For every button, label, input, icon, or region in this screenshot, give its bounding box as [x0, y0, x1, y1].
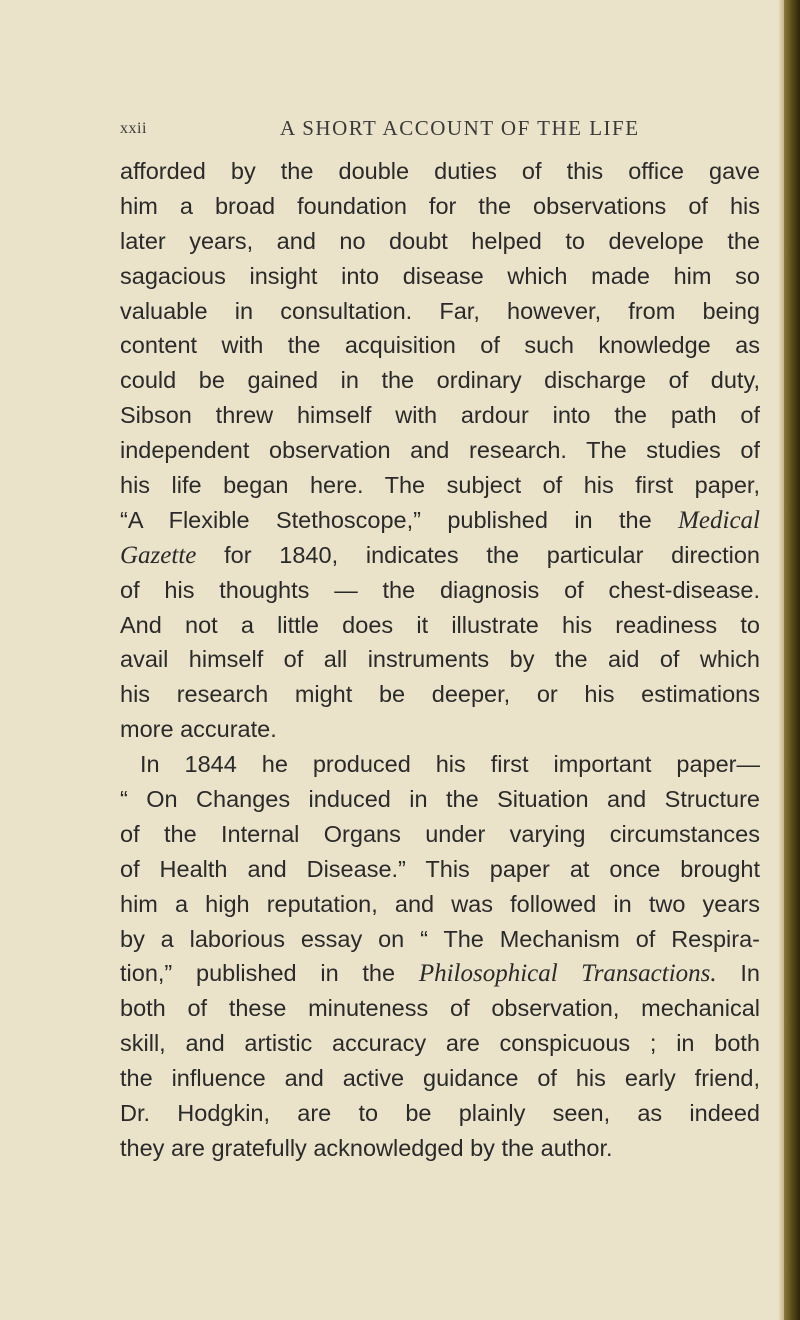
text-line: independent observation and research. The studies of — [120, 437, 760, 464]
text-segment: tion,” published in the — [120, 960, 419, 987]
text-line: avail himself of all instruments by the aid of which — [120, 646, 760, 673]
text-line: his research might be deeper, or his estimations — [120, 681, 760, 708]
text-segment: for 1840, indicates the particular direction — [196, 541, 760, 568]
body-text — [120, 154, 760, 1166]
text-line: afforded by the double duties of this office gave — [120, 158, 760, 184]
text-line: later years, and no doubt helped to develope the — [120, 227, 760, 254]
page-number: xxii — [120, 120, 147, 137]
text-line: they are gratefully acknowledged by the author. — [120, 1134, 613, 1161]
text-line: valuable in consultation. Far, however, from being — [120, 297, 760, 324]
text-line: skill, and artistic accuracy are conspicuous ; in both — [120, 1030, 760, 1057]
text-line: both of these minuteness of observation, mechanical — [120, 995, 760, 1022]
text-line: In 1844 he produced his first important paper— — [140, 751, 760, 778]
text-line — [120, 503, 760, 538]
running-head: A SHORT ACCOUNT OF THE LIFE — [280, 116, 640, 140]
text-line: And not a little does it illustrate his readiness to — [120, 611, 760, 638]
page-edge — [784, 0, 800, 1320]
text-line: his life began here. The subject of his first paper, — [120, 472, 760, 499]
text-line: him a broad foundation for the observations of his — [120, 192, 760, 219]
text-line: of his thoughts — the diagnosis of chest-disease. — [120, 576, 760, 603]
text-line — [120, 538, 760, 573]
italic-title: Medical — [678, 506, 760, 534]
text-line: content with the acquisition of such knowledge as — [120, 332, 760, 359]
italic-title: Gazette — [120, 541, 197, 569]
text-line: sagacious insight into disease which made him so — [120, 262, 760, 289]
text-line: more accurate. — [120, 716, 277, 743]
text-line: could be gained in the ordinary discharge of duty, — [120, 367, 760, 394]
text-segment: “A Flexible Stethoscope,” published in the — [120, 506, 679, 533]
text-line: Sibson threw himself with ardour into the path of — [120, 402, 760, 429]
text-line: Dr. Hodgkin, are to be plainly seen, as indeed — [120, 1100, 760, 1127]
text-segment: In — [716, 960, 760, 987]
text-line — [120, 956, 760, 991]
italic-title: Philosophical Transactions. — [418, 960, 717, 988]
text-line: of the Internal Organs under varying circumstances — [120, 820, 760, 847]
text-line: “ On Changes induced in the Situation and Structure — [120, 786, 760, 813]
text-line: him a high reputation, and was followed in two years — [120, 890, 760, 917]
text-line: the influence and active guidance of his early friend, — [120, 1065, 760, 1092]
text-line: of Health and Disease.” This paper at once brought — [120, 855, 760, 882]
text-line: by a laborious essay on “ The Mechanism of Respira- — [120, 925, 760, 952]
page-header — [0, 116, 800, 146]
